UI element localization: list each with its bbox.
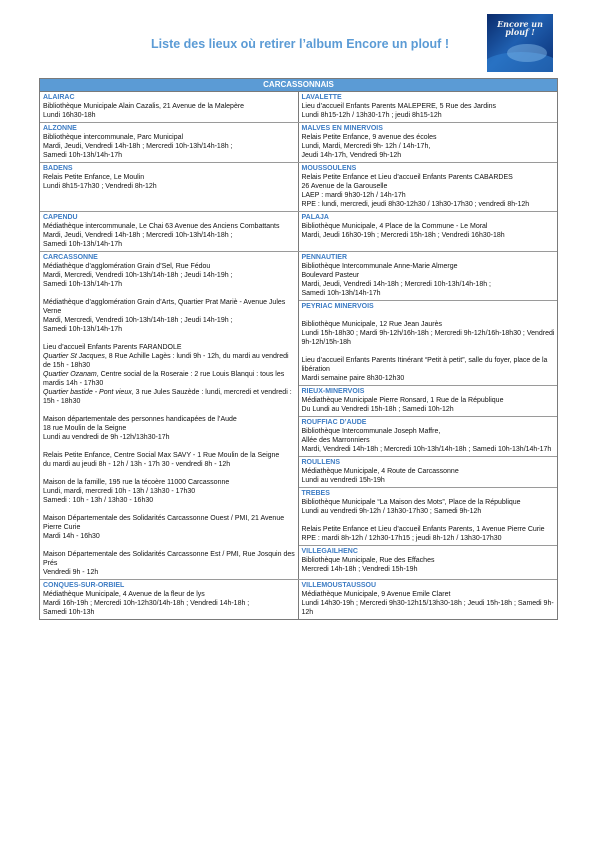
table-row <box>40 252 557 580</box>
location-detail: Relais Petite Enfance et Lieu d’accueil Enfants Parents, 1 Avenue Pierre Curie <box>301 526 545 533</box>
location-cell-left <box>40 92 299 122</box>
section-header: CARCASSONNAIS <box>40 79 557 92</box>
location-block <box>299 546 558 576</box>
location-detail: Bibliothèque Municipale “La Maison des Mots”, Place de la République <box>301 499 521 506</box>
spacer <box>302 311 556 320</box>
location-cell-right <box>299 123 558 162</box>
location-detail: Lundi 16h30-18h <box>43 112 96 119</box>
location-detail: Médiathèque Municipale, 9 Avenue Emile Claret <box>301 591 451 598</box>
location-detail: Mardi, Jeudi, Vendredi 14h-18h ; Mercredi 10h-13h/14h-18h ; <box>301 281 492 288</box>
location-detail: Samedi 10h-13h/14h-17h <box>43 241 123 248</box>
location-detail: Maison Départementale des Solidarités Carcassonne Ouest / PMI, 21 Avenue Pierre Curie <box>43 515 285 531</box>
location-block <box>299 417 558 457</box>
location-detail: Lieu d’accueil Enfants Parents FARANDOLE <box>43 344 182 351</box>
location-detail: Lieu d’accueil Enfants Parents Itinérant “Petit à petit”, salle du foyer, place de la libération <box>301 357 548 373</box>
location-detail: Samedi 10h-13h/14h-17h <box>301 290 381 297</box>
town-name: PENNAUTIER <box>301 254 348 261</box>
location-detail: Du Lundi au Vendredi 15h-18h ; Samedi 10h-12h <box>301 406 454 413</box>
location-cell-left <box>40 212 299 251</box>
location-detail: Samedi 10h-13h/14h-17h <box>43 152 123 159</box>
location-detail: Lundi, Mardi, Mercredi 9h- 12h / 14h-17h, <box>301 143 431 150</box>
spacer <box>43 442 296 451</box>
town-name: MALVES EN MINERVOIS <box>301 125 383 132</box>
location-detail: Relais Petite Enfance et Lieu d’accueil Enfants Parents CABARDES <box>301 174 513 181</box>
spacer <box>43 289 296 298</box>
town-name: VILLEGAILHENC <box>301 548 358 555</box>
location-detail: Lundi, mardi, mercredi 10h - 13h / 13h30 - 17h30 <box>43 488 196 495</box>
location-detail: Lundi au vendredi 9h-12h / 13h30-17h30 ; Samedi 9h-12h <box>301 508 482 515</box>
town-name: PEYRIAC MINERVOIS <box>301 303 374 310</box>
location-detail: Relais Petite Enfance, Le Moulin <box>43 174 145 181</box>
location-detail: Bibliothèque Municipale, 4 Place de la Commune - Le Moral <box>301 223 488 230</box>
location-detail: Bibliothèque Intercommunale Joseph Maffre, <box>301 428 441 435</box>
location-detail: Mardi 14h - 16h30 <box>43 533 100 540</box>
location-detail: Médiathèque intercommunale, Le Chai 63 Avenue des Anciens Combattants <box>43 223 280 230</box>
town-name: LAVALETTE <box>301 94 342 101</box>
location-detail: Quartier St Jacques, 8 Rue Achille Lagès : lundi 9h - 12h, du mardi au vendredi de 15h - 18h30 <box>43 353 289 369</box>
table-row <box>40 212 557 252</box>
location-detail: 18 rue Moulin de la Seigne <box>43 425 127 432</box>
spacer <box>43 334 296 343</box>
location-detail: Bibliothèque Municipale Alain Cazalis, 21 Avenue de la Malepère <box>43 103 245 110</box>
town-name: MOUSSOULENS <box>301 165 357 172</box>
location-detail: Samedi 10h-13h <box>43 609 95 616</box>
spacer <box>43 469 296 478</box>
town-name: CARCASSONNE <box>43 254 98 261</box>
location-detail: Mercredi 14h-18h ; Vendredi 15h-19h <box>301 566 418 573</box>
town-name: CAPENDU <box>43 214 78 221</box>
table-row <box>40 92 557 123</box>
location-cell-right <box>299 580 558 619</box>
location-detail: Allée des Marronniers <box>301 437 370 444</box>
location-block <box>299 386 558 417</box>
district-name: Quartier bastide - Pont vieux <box>43 389 132 396</box>
location-detail: Quartier Ozanam, Centre social de la Roseraie : 2 rue Louis Blanqui : tous les mardis 14h - 17h30 <box>43 371 285 387</box>
location-detail: 26 Avenue de la Garouselle <box>301 183 388 190</box>
town-name: VILLEMOUSTAUSSOU <box>301 582 377 589</box>
location-detail: Jeudi 14h-17h, Vendredi 9h-12h <box>301 152 402 159</box>
page-title: Liste des lieux où retirer l’album Encore un plouf ! <box>151 37 449 51</box>
location-detail: Médiathèque Municipale Pierre Ronsard, 1 Rue de la République <box>301 397 504 404</box>
location-detail: Lundi 8h15-12h / 13h30-17h ; jeudi 8h15-12h <box>301 112 442 119</box>
spacer <box>302 347 556 356</box>
location-cell-right <box>299 212 558 251</box>
location-detail: Samedi 10h-13h/14h-17h <box>43 326 123 333</box>
location-detail: Samedi : 10h - 13h / 13h30 - 16h30 <box>43 497 154 504</box>
location-detail: Vendredi 9h - 12h <box>43 569 99 576</box>
location-detail: Samedi 10h-13h/14h-17h <box>43 281 123 288</box>
town-name: TREBES <box>301 490 330 497</box>
location-cell-left <box>40 163 299 211</box>
location-detail: Mardi, Jeudi, Vendredi 14h-18h ; Mercredi 10h-13h/14h-18h ; <box>43 143 233 150</box>
location-detail: Bibliothèque Intercommunale Anne-Marie Almerge <box>301 263 458 270</box>
location-cell-right <box>299 252 558 579</box>
location-detail: Mardi semaine paire 8h30-12h30 <box>301 375 405 382</box>
location-block <box>299 457 558 488</box>
location-detail: Médiathèque d’agglomération Grain d’Arts, Quartier Prat Mariè - Avenue Jules Verne <box>43 299 286 315</box>
location-detail: Mardi, Jeudi, Vendredi 14h-18h ; Mercredi 10h-13h/14h-18h ; <box>43 232 233 239</box>
town-name: RIEUX-MINERVOIS <box>301 388 365 395</box>
location-detail: Boulevard Pasteur <box>301 272 360 279</box>
district-name: Quartier St Jacques <box>43 353 105 360</box>
location-detail: Lundi 15h-18h30 ; Mardi 9h-12h/16h-18h ; Mercredi 9h-12h/16h-18h30 ; Vendredi 9h-12h/15h-18h <box>301 330 555 346</box>
town-name: ALAIRAC <box>43 94 75 101</box>
table-row <box>40 580 557 619</box>
location-detail: Médiathèque Municipale, 4 Avenue de la fleur de lys <box>43 591 205 598</box>
location-detail: Lundi au vendredi 15h-19h <box>301 477 385 484</box>
location-detail: Bibliothèque Municipale, 12 Rue Jean Jaurès <box>301 321 442 328</box>
location-detail: RPE : mardi 8h-12h / 12h30-17h15 ; jeudi 8h-12h / 13h30-17h30 <box>301 535 502 542</box>
location-cell-left <box>40 252 299 579</box>
location-detail: Relais Petite Enfance, Centre Social Max SAVY - 1 Rue Moulin de la Seigne <box>43 452 280 459</box>
location-detail: Maison de la famille, 195 rue la técoère 11000 Carcassonne <box>43 479 230 486</box>
location-block <box>299 301 558 386</box>
location-block <box>299 252 558 301</box>
town-name: CONQUES-SUR-ORBIEL <box>43 582 125 589</box>
location-cell-right <box>299 92 558 122</box>
location-detail: Mardi, Mercredi, Vendredi 10h-13h/14h-18h ; Jeudi 14h-19h ; <box>43 317 233 324</box>
town-name: ROUFFIAC D’AUDE <box>301 419 367 426</box>
town-name: PALAJA <box>301 214 329 221</box>
location-detail: Médiathèque d’agglomération Grain d’Sel, Rue Fédou <box>43 263 211 270</box>
town-name: ALZONNE <box>43 125 77 132</box>
location-detail: Quartier bastide - Pont vieux, 3 rue Jules Sauzède : lundi, mercredi et vendredi : 15h - 18h30 <box>43 389 292 405</box>
table-row <box>40 163 557 212</box>
district-name: Quartier Ozanam <box>43 371 97 378</box>
location-detail: Médiathèque Municipale, 4 Route de Carcassonne <box>301 468 459 475</box>
spacer <box>302 516 556 525</box>
town-name: BADENS <box>43 165 73 172</box>
location-cell-left <box>40 580 299 619</box>
location-detail: Lundi 8h15-17h30 ; Vendredi 8h-12h <box>43 183 157 190</box>
location-detail: Bibliothèque intercommunale, Parc Municipal <box>43 134 184 141</box>
location-detail: Lundi 14h30-19h ; Mercredi 9h30-12h15/13h30-18h ; Jeudi 15h-18h ; Samedi 9h-12h <box>301 600 554 616</box>
location-detail: Lieu d’accueil Enfants Parents MALEPERE, 5 Rue des Jardins <box>301 103 497 110</box>
location-cell-right <box>299 163 558 211</box>
spacer <box>43 406 296 415</box>
location-block <box>299 488 558 546</box>
location-detail: Bibliothèque Municipale, Rue des Effaches <box>301 557 435 564</box>
spacer <box>43 505 296 514</box>
location-detail: Mardi, Vendredi 14h-18h ; Mercredi 10h-13h/14h-18h ; Samedi 10h-13h/14h-17h <box>301 446 552 453</box>
location-detail: du mardi au jeudi 8h - 12h / 13h - 17h 30 - vendredi 8h - 12h <box>43 461 231 468</box>
table-row <box>40 123 557 163</box>
location-detail: RPE : lundi, mercredi, jeudi 8h30-12h30 / 13h30-17h30 ; vendredi 8h-12h <box>301 201 530 208</box>
spacer <box>43 541 296 550</box>
location-detail: Mardi 16h-19h ; Mercredi 10h-12h30/14h-18h ; Vendredi 14h-18h ; <box>43 600 250 607</box>
location-detail: Lundi au vendredi de 9h -12h/13h30-17h <box>43 434 170 441</box>
location-detail: Mardi, Mercredi, Vendredi 10h-13h/14h-18h ; Jeudi 14h-19h ; <box>43 272 233 279</box>
locations-table <box>39 78 558 620</box>
location-detail: Maison départementale des personnes handicapées de l’Aude <box>43 416 237 423</box>
town-name: ROULLENS <box>301 459 340 466</box>
location-detail: Relais Petite Enfance, 9 avenue des écoles <box>301 134 437 141</box>
album-cover-title: Encore un plouf ! <box>497 19 543 37</box>
location-detail: Maison Départementale des Solidarités Carcassonne Est / PMI, Rue Josquin des Prés <box>43 551 295 567</box>
album-cover-image <box>487 14 553 72</box>
location-detail: LAEP : mardi 9h30-12h / 14h-17h <box>301 192 406 199</box>
location-cell-left <box>40 123 299 162</box>
location-detail: Mardi, Jeudi 16h30-19h ; Mercredi 15h-18h ; Vendredi 16h30-18h <box>301 232 505 239</box>
